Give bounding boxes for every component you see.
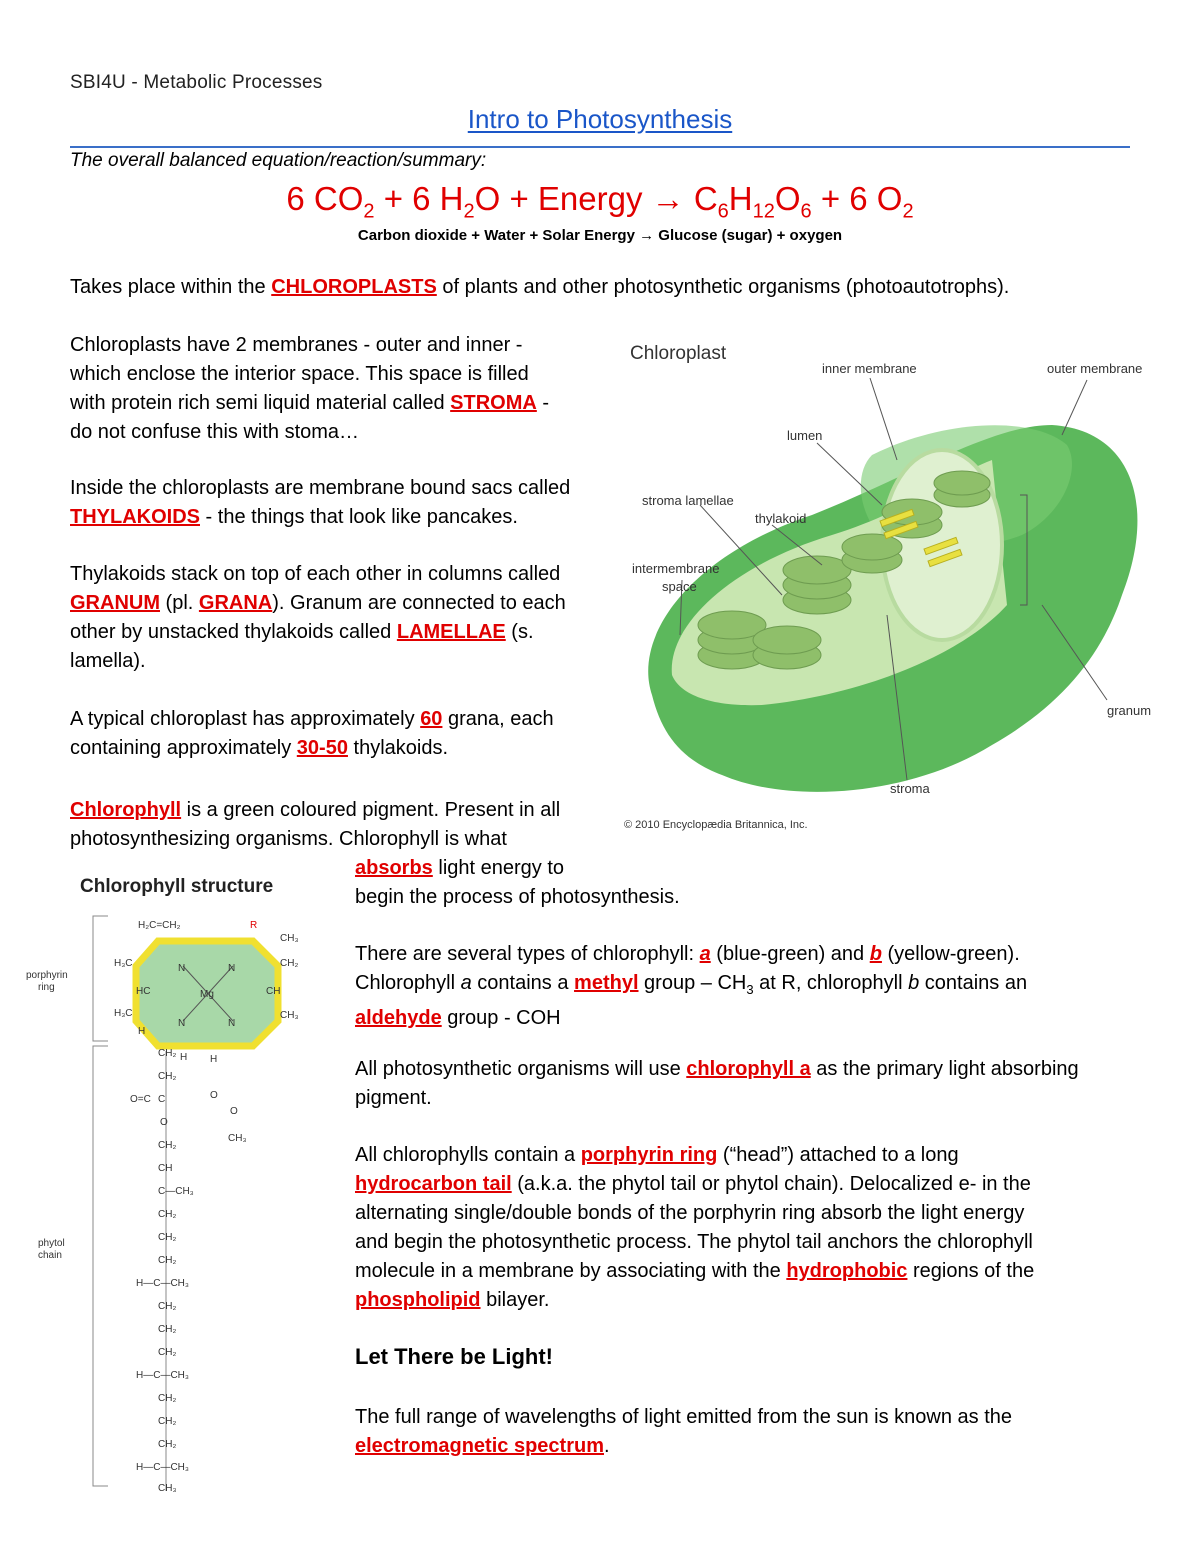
label-space: space — [662, 579, 697, 594]
label-stroma-lamellae: stroma lamellae — [642, 493, 734, 508]
label-ch2: CH₂ — [158, 1140, 177, 1151]
label-chain: chain — [38, 1250, 62, 1261]
label-o: O — [210, 1090, 218, 1101]
label-h3c: H₃C — [114, 958, 133, 969]
granum-disc — [842, 534, 902, 560]
label-porphyrin: porphyrin — [26, 970, 68, 981]
label-ch3: CH₃ — [158, 1483, 177, 1494]
chloroplast-figure-title: Chloroplast — [630, 343, 727, 364]
label-n: N — [228, 963, 236, 974]
label-intermembrane: intermembrane — [632, 561, 720, 576]
chloroplast-diagram — [612, 335, 1172, 835]
label-c: C — [158, 1094, 166, 1105]
phytol-bracket — [93, 1046, 108, 1486]
course-header: SBI4U - Metabolic Processes — [70, 72, 323, 93]
label-phytol: phytol — [38, 1238, 65, 1249]
label-stroma: stroma — [890, 781, 930, 796]
paragraph-chlorophyll-b: absorbs light energy to begin the process of photosynthesis. — [355, 857, 680, 908]
paragraph-granum: Thylakoids stack on top of each other in columns called GRANUM (pl. GRANA). Granum are connected to each other by unstacked thylakoids called LAMELLAE (s. lamella). — [70, 563, 566, 672]
label-h: H — [138, 1026, 146, 1037]
equation-words: Carbon dioxide + Water + Solar Energy → Glucose (sugar) + oxygen — [357, 227, 843, 244]
paragraph-grana-count: A typical chloroplast has approximately 60 grana, each containing approximately 30-50 thylakoids. — [70, 708, 554, 759]
label-h: H — [210, 1054, 218, 1065]
label-ch: CH — [158, 1163, 173, 1174]
porphyrin-bracket — [93, 916, 108, 1041]
label-h3c: H₃C — [114, 1008, 133, 1019]
label-thylakoid: thylakoid — [755, 511, 807, 526]
label-ch: CH — [266, 986, 281, 997]
label-ch2: CH₂ — [158, 1416, 177, 1427]
label-ch2: CH₂ — [158, 1301, 177, 1312]
label-h: H — [180, 1052, 188, 1063]
paragraph-chlorophyll-a: Chlorophyll is a green coloured pigment. Present in all photosynthesizing organisms. Chlorophyll is what — [70, 799, 561, 850]
label-n: N — [178, 963, 186, 974]
leader-line — [1062, 380, 1087, 435]
label-granum: granum — [1107, 703, 1152, 718]
label-hc: HC — [136, 986, 151, 997]
paragraph-chlorophyll-types: There are several types of chlorophyll: a (blue-green) and b (yellow-green). Chlorophyll a contains a methyl group – $CH_3$ at R, chlorophyll b contains an aldehyde group - COH — [355, 943, 1028, 1029]
label-ch2: CH₂ — [158, 1048, 177, 1059]
label-oc: O=C — [130, 1094, 151, 1105]
label-c-ch3: C—CH₃ — [158, 1186, 194, 1197]
label-o: O — [230, 1106, 238, 1117]
label-ch2: CH₂ — [158, 1393, 177, 1404]
granum-disc — [934, 471, 990, 495]
paragraph-chloroplasts: Takes place within the CHLOROPLASTS of plants and other photosynthetic organisms (photoautotrophs). — [70, 276, 1010, 298]
label-ch2: CH₂ — [158, 1255, 177, 1266]
label-inner-membrane: inner membrane — [822, 361, 917, 376]
label-mg: Mg — [200, 989, 214, 1000]
paragraph-thylakoids: Inside the chloroplasts are membrane bound sacs called THYLAKOIDS - the things that look like pancakes. — [70, 477, 571, 528]
label-ch2: CH₂ — [158, 1232, 177, 1243]
label-ch2: CH₂ — [158, 1439, 177, 1450]
label-r: R — [250, 920, 258, 931]
granum-disc — [753, 626, 821, 654]
chlorophyll-figure-title: Chlorophyll structure — [80, 876, 274, 897]
leader-line — [870, 378, 897, 460]
label-ring: ring — [38, 982, 55, 993]
label-n: N — [228, 1018, 236, 1029]
chlorophyll-structure-diagram — [18, 866, 338, 1506]
label-lumen: lumen — [787, 428, 823, 443]
label-ch3: CH₃ — [228, 1133, 247, 1144]
label-h-c-ch3: H—C—CH₃ — [136, 1278, 189, 1289]
summary-intro: The overall balanced equation/reaction/summary: — [70, 150, 487, 171]
granum-disc — [783, 556, 851, 584]
label-ch3: CH₃ — [280, 1010, 299, 1021]
label-ch2: CH₂ — [158, 1347, 177, 1358]
label-vinyl: H₂C=CH₂ — [138, 920, 181, 931]
photosynthesis-equation: 6 $CO_2 + 6$ $H_2O$ + Energy → $C_6H_{12}O_6 + 6$ $O_2$ — [286, 180, 914, 223]
label-ch2: CH₂ — [158, 1071, 177, 1082]
label-ch2: CH₂ — [158, 1324, 177, 1335]
label-ch2: CH₂ — [280, 958, 299, 969]
label-h-c-ch3: H—C—CH₃ — [136, 1462, 189, 1473]
label-ch2: CH₂ — [158, 1209, 177, 1220]
page-title: Intro to Photosynthesis — [467, 104, 733, 134]
title-rule — [70, 146, 1130, 148]
paragraph-porphyrin: All chlorophylls contain a porphyrin ring (“head”) attached to a long hydrocarbon tail (a.k.a. the phytol tail or phytol chain). Delocalized e- in the alternating single/double bonds of the porphyrin ring absorb the light energy and begin the photosynthetic process. The phytol tail anchors the chlorophyll molecule in a membrane by associating with the hydrophobic regions of the phospholipid bilayer. — [355, 1144, 1035, 1311]
paragraph-membranes: Chloroplasts have 2 membranes - outer and inner - which enclose the interior space. This space is filled with protein rich semi liquid material called STROMA - do not confuse this with stoma… — [70, 334, 550, 443]
label-o: O — [160, 1117, 168, 1128]
section-heading-light: Let There be Light! — [355, 1344, 553, 1369]
label-h-c-ch3: H—C—CH₃ — [136, 1370, 189, 1381]
label-outer-membrane: outer membrane — [1047, 361, 1143, 376]
paragraph-spectrum: The full range of wavelengths of light emitted from the sun is known as the electromagnetic spectrum. — [355, 1406, 1013, 1457]
label-ch3: CH₃ — [280, 933, 299, 944]
paragraph-primary-pigment: All photosynthetic organisms will use chlorophyll a as the primary light absorbing pigment. — [355, 1058, 1079, 1109]
label-n: N — [178, 1018, 186, 1029]
figure-credit: © 2010 Encyclopædia Britannica, Inc. — [624, 819, 808, 831]
